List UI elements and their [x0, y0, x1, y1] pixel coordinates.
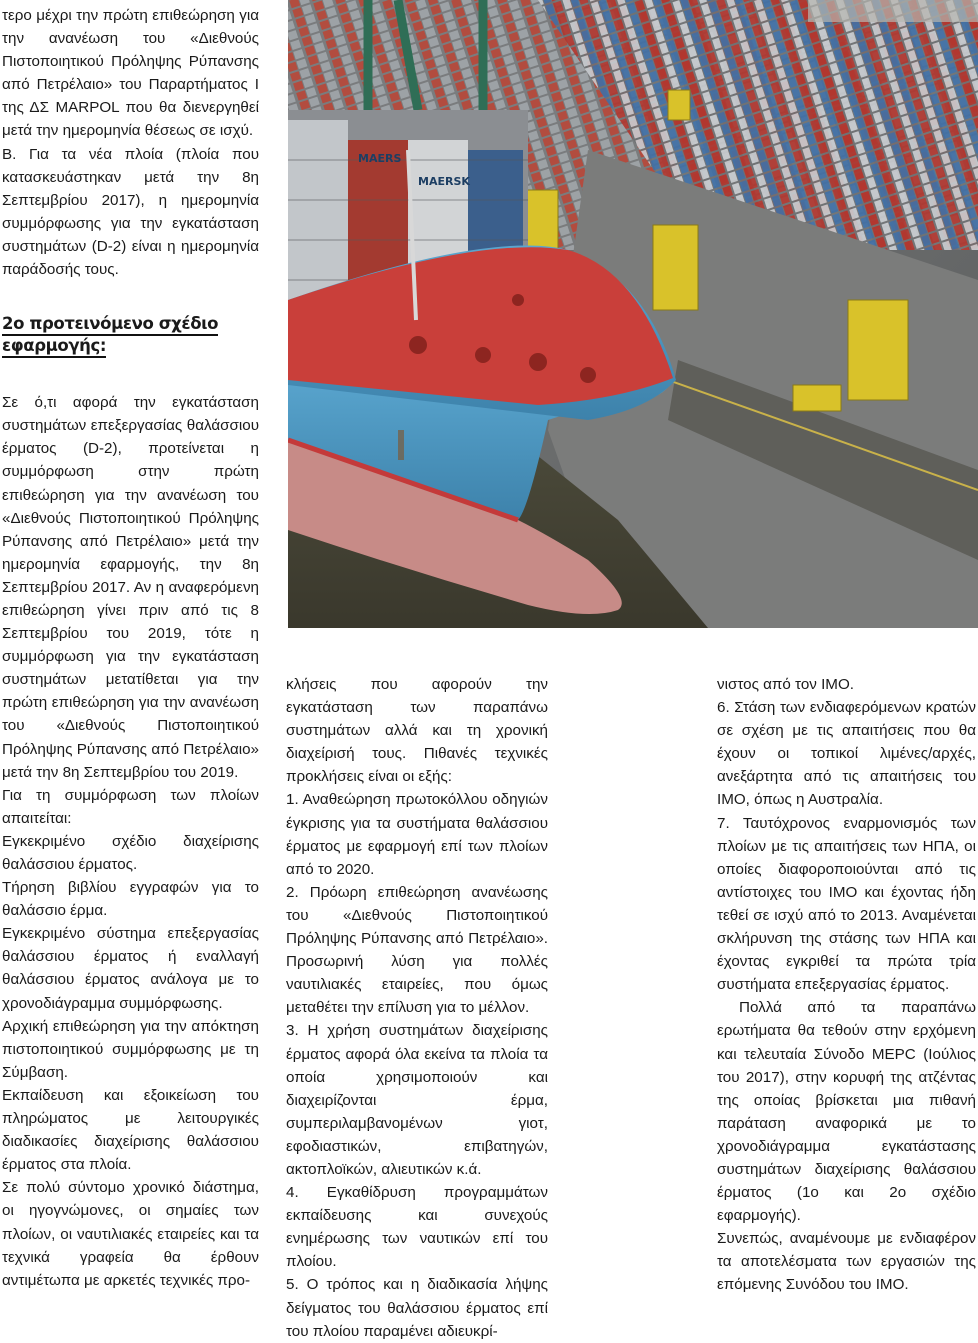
paragraph: Συνεπώς, αναμένουμε με ενδιαφέρον τα αποτελέσματα των εργασιών της επόμενης Συνόδου του ΙΜΟ. [717, 1230, 976, 1294]
right-column [717, 673, 976, 1297]
paragraph: 7. Ταυτόχρονος εναρμονισμός των πλοίων με τις απαιτήσεις των ΗΠΑ, οι οποίες διαφοροποιούνται από τις αντίστοιχες του ΙΜΟ και έχοντας ήδη τεθεί σε ισχύ από το 2013. Αναμένεται σκλήρυνση της στάσης των ΗΠΑ και έχοντας εγκριθεί τα πρώτα τρία συστήματα επεξεργασίας έρματος. [717, 814, 976, 994]
container-label: MAERS [358, 152, 402, 165]
paragraph: Εγκεκριμένο σύστημα επεξεργασίας θαλάσσιου έρματος ή εναλλαγή θαλάσσιου έρματος ανάλογα με το χρονοδιάγραμμα συμμόρφωσης. [2, 925, 259, 1012]
paragraph: 1. Αναθεώρηση πρωτοκόλλου οδηγιών έγκρισης για τα συστήματα θαλάσσιου έρματος με εφαρμογή επί των πλοίων από το 2020. [286, 791, 548, 878]
paragraph: νιστος από τον ΙΜΟ. [717, 676, 854, 693]
paragraph: Σε πολύ σύντομο χρονικό διάστημα, οι ηγογνώμονες, οι σημαίες των πλοίων, οι ναυτιλιακές εταιρείες και τα τεχνικά γραφεία θα έρθουν αντιμέτωπα με αρκετές τεχνικές προ- [2, 1179, 259, 1289]
paragraph: κλήσεις που αφορούν την εγκατάσταση των παραπάνω συστημάτων αλλά και τη χρονική διαχείρισή τους. Πιθανές τεχνικές προκλήσεις είναι οι εξής: [286, 676, 548, 786]
paragraph: Αρχική επιθεώρηση για την απόκτηση πιστοποιητικού συμμόρφωσης με τη Σύμβαση. [2, 1017, 259, 1081]
paragraph: 4. Εγκαθίδρυση προγραμμάτων εκπαίδευσης και συνεχούς ενημέρωσης των ναυτικών επί του πλοίου. [286, 1184, 548, 1271]
paragraph: Β. Για τα νέα πλοία (πλοία που κατασκευάστηκαν μετά την 8η Σεπτεμβρίου 2017), η ημερομηνία συμμόρφωσης για την εγκατάσταση συστημάτων (D-2) είναι η ημερομηνία παράδοσής τους. [2, 145, 259, 279]
paragraph: Εγκεκριμένο σχέδιο διαχείρισης θαλάσσιου έρματος. [2, 832, 259, 873]
middle-column [286, 673, 548, 1343]
paragraph: Σε ό,τι αφορά την εγκατάσταση συστημάτων επεξεργασίας θαλάσσιου έρματος (D-2), προτείνεται η συμμόρφωση στην πρώτη επιθεώρηση για την ανανέωση του «Διεθνούς Πιστοποιητικού Πρόληψης Ρύπανσης από Πετρέλαιο» μετά την ημερομηνία εφαρμογής, την 8η Σεπτεμβρίου 2017. Αν η αναφερόμενη επιθεώρηση γίνει πριν από τις 8 Σεπτεμβρίου του 2019, τότε η συμμόρφωση για την εγκατάσταση συστημάτων μετατίθεται για την πρώτη επιθεώρηση για την ανανέωση του «Διεθνούς Πιστοποιητικού Πρόληψης Ρύπανσης από Πετρέλαιο» μετά την 8η Σεπτεμβρίου του 2019. [2, 394, 259, 781]
left-column [2, 4, 259, 1292]
paragraph: Πολλά από τα παραπάνω ερωτήματα θα τεθούν στην ερχόμενη και τελευταία Σύνοδο MEPC (Ιούλιος του 2017), στην κορυφή της ατζέντας της οποίας βρίσκεται μια πιθανή παράταση αναφορικά με το χρονοδιάγραμμα εγκατάστασης συστημάτων διαχείρισης θαλάσσιου έρματος (1ο και 2ο σχέδιο εφαρμογής). [717, 999, 976, 1225]
ship-port-photo [288, 0, 978, 628]
container-label: MAERSK [418, 175, 470, 188]
paragraph: τερο μέχρι την πρώτη επιθεώρηση για την ανανέωση του «Διεθνούς Πιστοποιητικού Πρόληψης Ρύπανσης από Πετρέλαιο» του Παραρτήματος Ι της ΔΣ MARPOL που θα διενεργηθεί μετά την ημερομηνία θέσεως σε ισχύ. [2, 7, 259, 140]
paragraph: Εκπαίδευση και εξοικείωση του πληρώματος με λειτουργικές διαδικασίες διαχείρισης θαλάσσιου έρματος στα πλοία. [2, 1086, 259, 1174]
paragraph: 3. Η χρήση συστημάτων διαχείρισης έρματος αφορά όλα εκείνα τα πλοία τα οποία χρησιμοποιούν και διαχειρίζονται έρμα, συμπεριλαμβανομένων γιοτ, εφοδιαστικών, επιβατηγών, ακτοπλοϊκών, αλιευτικών κ.ά. [286, 1022, 548, 1178]
section-heading: 2ο προτεινόμενο σχέδιο εφαρμογής: [2, 313, 259, 357]
paragraph: Τήρηση βιβλίου εγγραφών για το θαλάσσιο έρμα. [2, 879, 259, 920]
paragraph: 2. Πρόωρη επιθεώρηση ανανέωσης του «Διεθνούς Πιστοποιητικού Πρόληψης Ρύπανσης από Πετρέλαιο». Προσωρινή λύση για πολλές ναυτιλιακές εταιρείες, που όμως μεταθέτει την επίλυση για το μέλλον. [286, 883, 548, 1017]
paragraph: Για τη συμμόρφωση των πλοίων απαιτείται: [2, 786, 259, 827]
paragraph: 6. Στάση των ενδιαφερόμενων κρατών σε σχέση με τις απαιτήσεις που θα έχουν οι τοπικοί λιμένες/αρχές, ανεξάρτητα από τις απαιτήσεις του ΙΜΟ, όπως η Αυστραλία. [717, 699, 976, 809]
paragraph: 5. Ο τρόπος και η διαδικασία λήψης δείγματος του θαλάσσιου έρματος επί του πλοίου παραμένει αδιευκρί- [286, 1276, 548, 1340]
